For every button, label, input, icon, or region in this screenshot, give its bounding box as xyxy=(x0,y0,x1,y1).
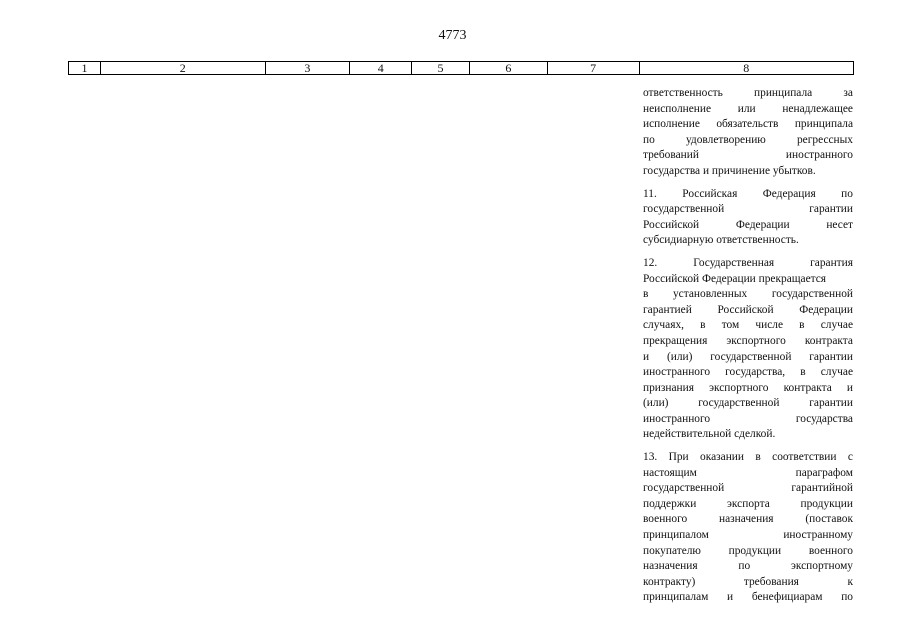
word: Российской xyxy=(643,218,700,231)
text-line xyxy=(643,303,853,319)
text-line xyxy=(643,544,853,560)
text-line xyxy=(643,559,853,575)
word: экспортному xyxy=(790,560,853,573)
word: покупателю xyxy=(643,544,701,557)
column-header-5: 5 xyxy=(412,62,470,74)
word: Федерация xyxy=(762,187,816,200)
text-line xyxy=(643,318,853,334)
text-line xyxy=(643,412,853,428)
paragraph xyxy=(643,86,853,180)
word: в xyxy=(643,288,649,301)
word: требований xyxy=(643,149,699,162)
text-line xyxy=(643,575,853,591)
word: по xyxy=(841,591,853,604)
word: иностранного xyxy=(643,412,711,425)
word: с xyxy=(847,451,853,464)
word: Российская xyxy=(682,187,738,200)
word: по xyxy=(738,560,751,573)
word: продукции xyxy=(728,544,782,557)
word: Государственная xyxy=(693,256,775,269)
word: за xyxy=(843,87,853,99)
word: недействительной сделкой. xyxy=(643,428,776,441)
word: контракта xyxy=(783,381,832,394)
word: числе xyxy=(755,319,784,332)
text-line xyxy=(643,528,853,544)
word: контракту) xyxy=(643,575,696,588)
paragraph xyxy=(643,450,853,606)
word: государственной xyxy=(771,288,853,301)
text-line xyxy=(643,133,853,149)
page-number: 4773 xyxy=(438,28,467,43)
word: гарантии xyxy=(809,203,853,216)
column-header-3: 3 xyxy=(266,62,351,74)
word: продукции xyxy=(800,497,853,510)
word: гарантии xyxy=(809,350,853,363)
word: (или) xyxy=(666,350,693,363)
column-8-text xyxy=(643,86,853,613)
text-line xyxy=(643,512,853,528)
word: 11. xyxy=(643,187,657,200)
word: и xyxy=(727,591,734,604)
word: государства, xyxy=(725,366,786,379)
table-column-header-row xyxy=(68,61,854,75)
word: неисполнение xyxy=(643,102,712,115)
text-line xyxy=(643,334,853,350)
word: удовлетворению xyxy=(685,133,766,146)
word: или xyxy=(737,102,756,115)
text-line xyxy=(643,466,853,482)
word: 13. xyxy=(643,451,658,464)
word: случае xyxy=(820,366,853,379)
column-header-8: 8 xyxy=(743,61,750,75)
text-line xyxy=(643,287,853,303)
word: гарантии xyxy=(809,397,853,410)
word: принципала xyxy=(794,118,853,131)
text-line xyxy=(643,233,853,249)
word: иностранного xyxy=(643,366,711,379)
word: случаях, xyxy=(643,319,685,332)
word: гарантией xyxy=(643,303,692,316)
text-line xyxy=(643,187,853,203)
word: Российской Федерации прекращается xyxy=(643,272,827,285)
word: принципала xyxy=(754,87,813,99)
text-line xyxy=(643,102,853,118)
column-header-7: 7 xyxy=(548,62,640,74)
word: поддержки xyxy=(643,497,697,510)
word: установленных xyxy=(672,288,748,301)
word: принципалам xyxy=(643,591,709,604)
column-header-1: 1 xyxy=(69,62,101,74)
text-line xyxy=(643,256,853,272)
word: признания xyxy=(643,381,694,394)
word: государства и причинение убытков. xyxy=(643,164,816,177)
word: гарантийной xyxy=(791,482,853,495)
word: государственной xyxy=(710,350,792,363)
word: (или) xyxy=(643,397,669,410)
word: экспортного xyxy=(709,381,769,394)
word: бенефициарам xyxy=(751,591,823,604)
text-line xyxy=(643,427,853,443)
word: Российской xyxy=(717,303,774,316)
word: по xyxy=(841,187,853,200)
word: в xyxy=(700,319,706,332)
text-line xyxy=(643,365,853,381)
text-line xyxy=(643,590,853,606)
word: несет xyxy=(826,218,853,231)
word: При xyxy=(668,451,689,464)
text-line xyxy=(643,450,853,466)
word: назначения xyxy=(718,513,774,526)
word: к xyxy=(847,575,853,588)
text-line xyxy=(643,272,853,288)
text-line xyxy=(643,218,853,234)
text-line xyxy=(643,86,853,102)
word: параграфом xyxy=(795,466,853,479)
text-line xyxy=(643,148,853,164)
word: экспорта xyxy=(727,497,770,510)
paragraph xyxy=(643,256,853,443)
word: требования xyxy=(743,575,799,588)
word: государственной xyxy=(643,203,725,216)
text-line xyxy=(643,164,853,180)
word: Федерации xyxy=(735,218,790,231)
word: ненадлежащее xyxy=(782,102,853,115)
word: гарантия xyxy=(810,256,853,269)
word: 12. xyxy=(643,256,658,269)
word: случае xyxy=(820,319,853,332)
word: назначения xyxy=(643,560,698,573)
word: в xyxy=(800,366,806,379)
text-line xyxy=(643,202,853,218)
word: государственной xyxy=(698,397,780,410)
word: Федерации xyxy=(799,303,853,316)
column-header-2: 2 xyxy=(101,62,266,74)
text-line xyxy=(643,396,853,412)
word: иностранному xyxy=(783,529,853,542)
column-header-4: 4 xyxy=(350,62,412,74)
word: государственной xyxy=(643,482,725,495)
word: военного xyxy=(643,513,688,526)
text-line xyxy=(643,497,853,513)
word: принципалом xyxy=(643,529,709,542)
text-line xyxy=(643,481,853,497)
word: исполнение xyxy=(643,118,700,131)
paragraph xyxy=(643,187,853,249)
word: ответственность xyxy=(643,87,723,99)
word: иностранного xyxy=(785,149,853,162)
word: по xyxy=(643,133,655,146)
word: в xyxy=(755,451,761,464)
word: военного xyxy=(808,544,853,557)
word: прекращения xyxy=(643,334,708,347)
word: регрессных xyxy=(796,133,853,146)
column-header-6: 6 xyxy=(470,62,548,74)
word: обязательств xyxy=(716,118,779,131)
word: том xyxy=(721,319,740,332)
word: и xyxy=(643,350,650,363)
word: субсидиарную ответственность. xyxy=(643,234,799,247)
word: государства xyxy=(795,412,853,425)
word: в xyxy=(799,319,805,332)
word: (поставок xyxy=(805,513,853,526)
text-line xyxy=(643,381,853,397)
word: оказании xyxy=(700,451,744,464)
word: и xyxy=(846,381,853,394)
word: контракта xyxy=(804,334,853,347)
word: экспортного xyxy=(726,334,786,347)
word: настоящим xyxy=(643,466,697,479)
text-line xyxy=(643,117,853,133)
word: соответствии xyxy=(772,451,837,464)
text-line xyxy=(643,350,853,366)
